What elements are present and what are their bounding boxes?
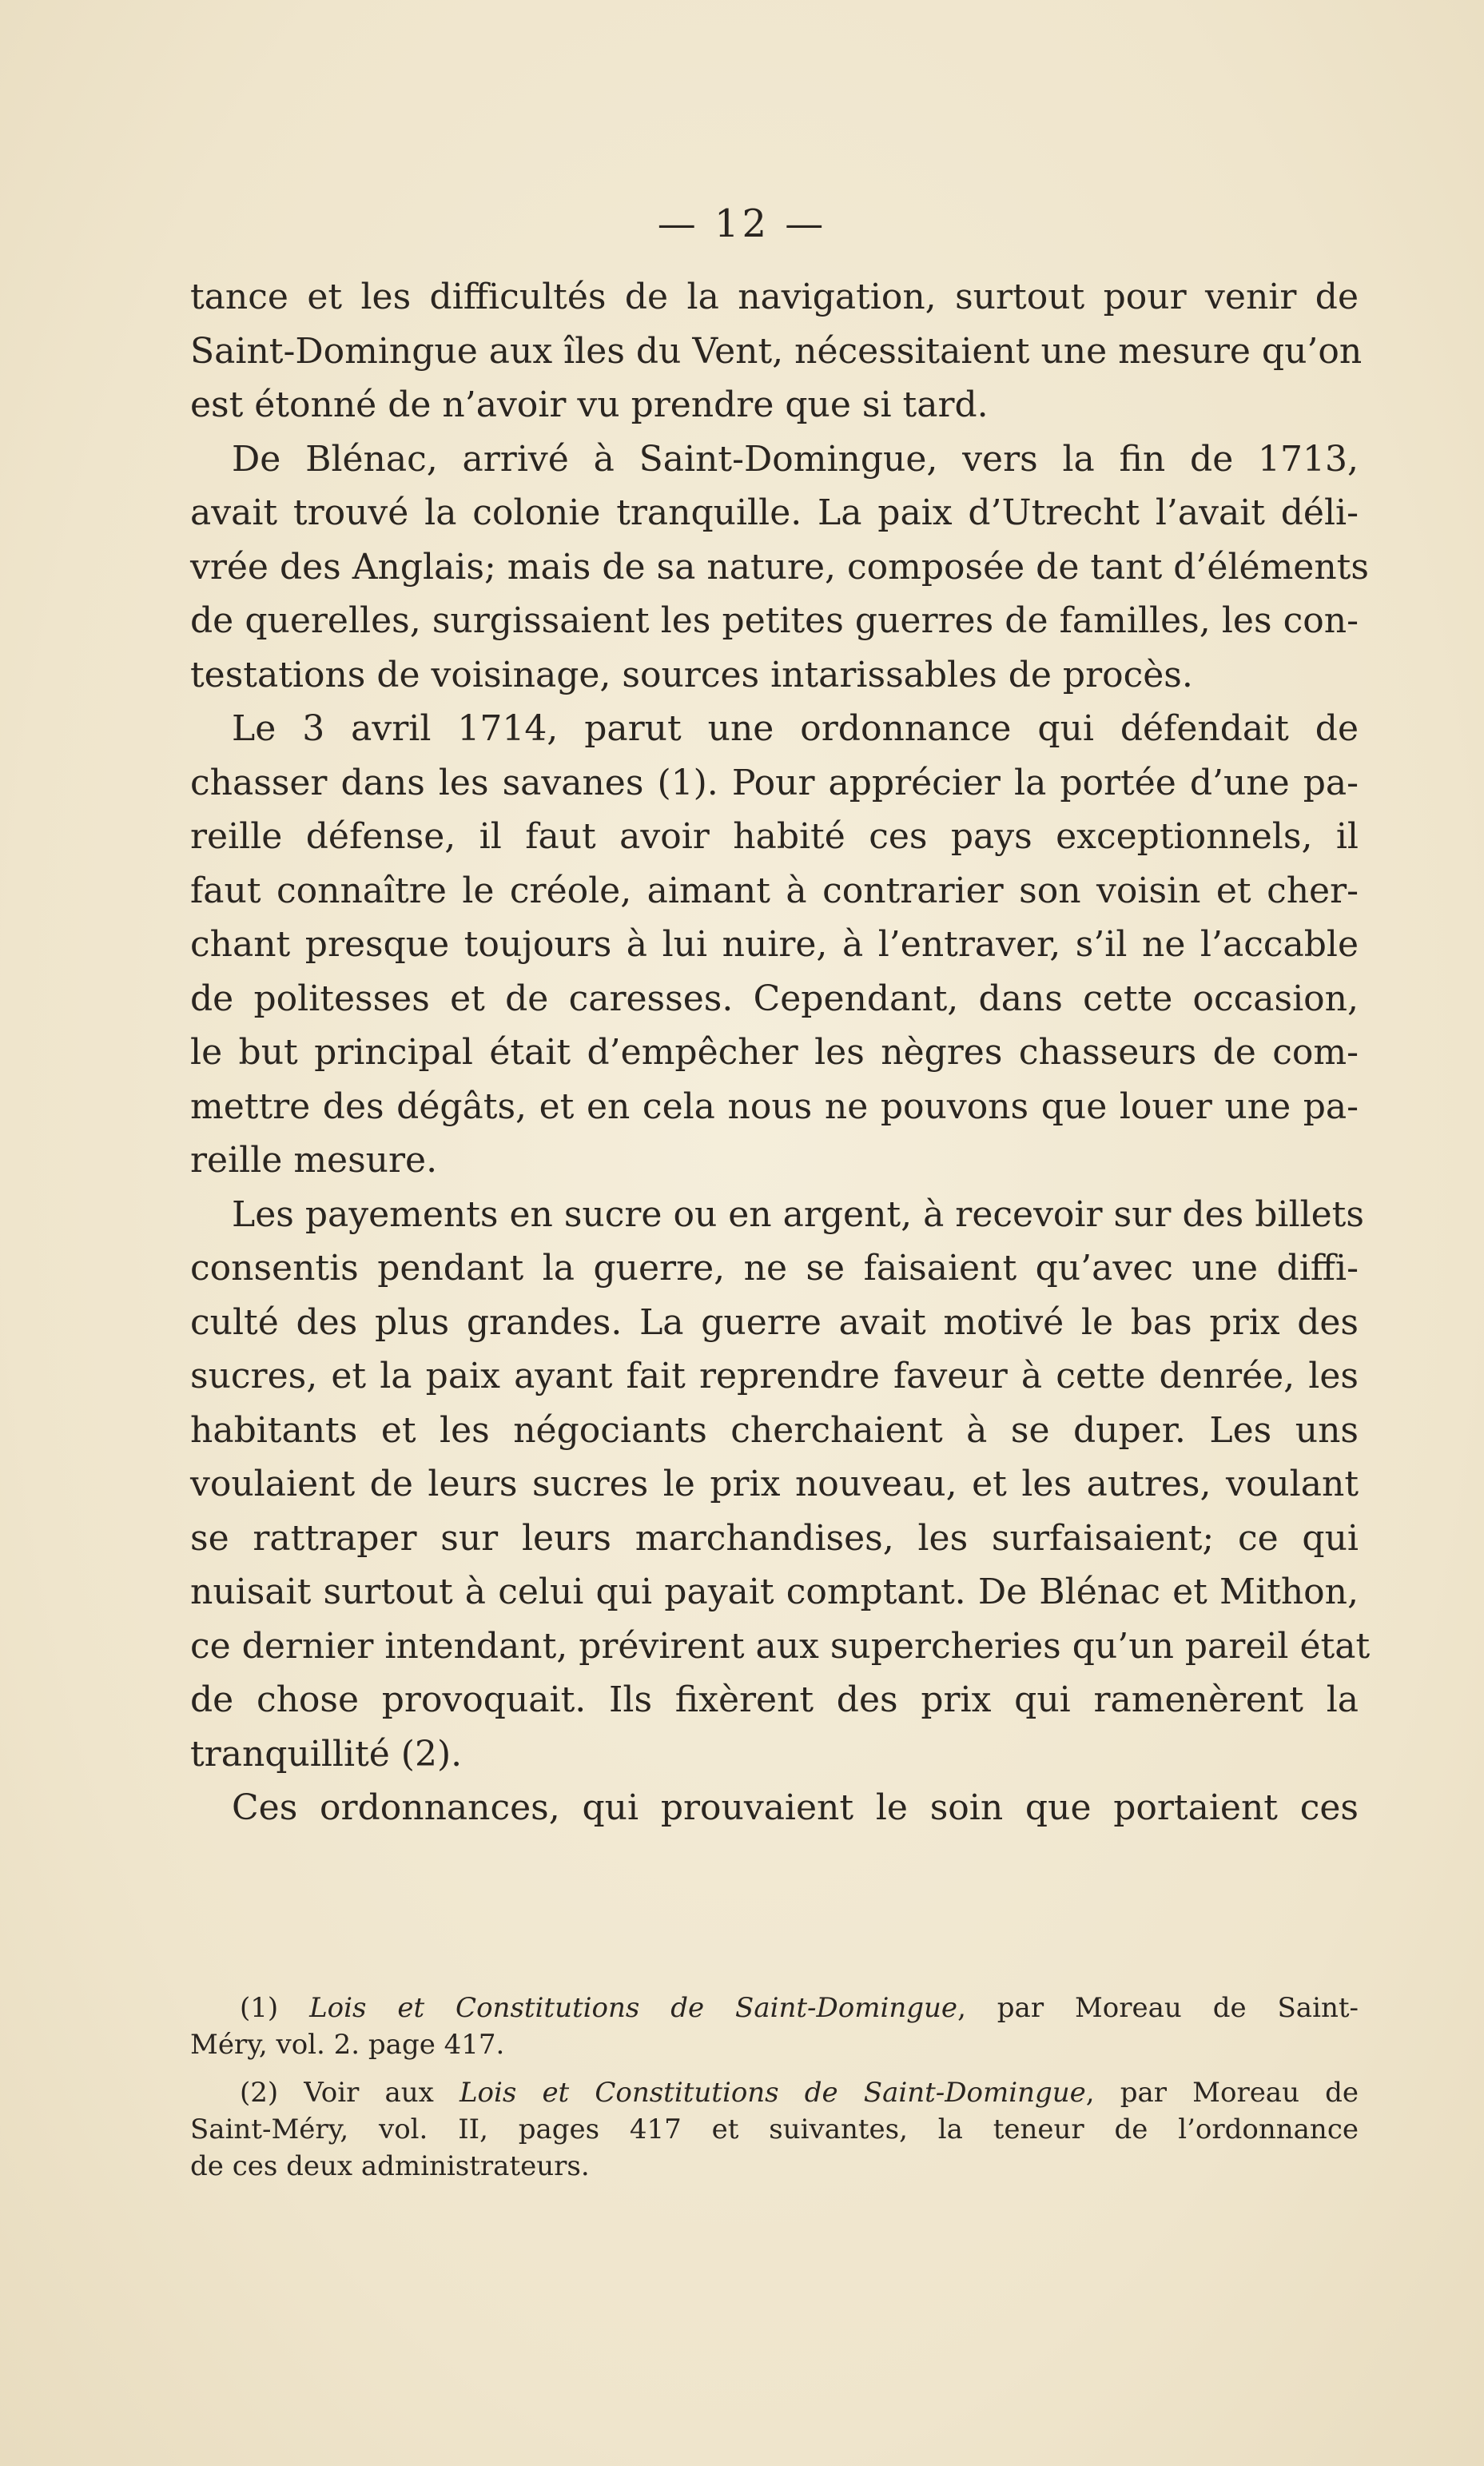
text-line: Ces ordonnances, qui prouvaient le soin que portaient ces (232, 1787, 1359, 1828)
text-line: voulaient de leurs sucres le prix nouveau, et les autres, voulant (190, 1464, 1359, 1504)
footnote-1 (190, 1990, 1359, 2026)
text-line: chant presque toujours à lui nuire, à l’entraver, s’il ne l’accable (190, 924, 1359, 965)
text-line: Les payements en sucre ou en argent, à recevoir sur des billets (232, 1193, 1364, 1235)
text-line: habitants et les négociants cherchaient à se duper. Les uns (190, 1409, 1359, 1451)
text-line: le but principal était d’empêcher les nègres chasseurs de com- (190, 1032, 1359, 1073)
text-line: culté des plus grandes. La guerre avait motivé le bas prix des (190, 1301, 1359, 1343)
text-line: nuisait surtout à celui qui payait comptant. De Blénac et Mithon, (190, 1572, 1359, 1612)
text-line: chasser dans les savanes (1). Pour apprécier la portée d’une pa- (190, 762, 1359, 803)
footnote-1-line-2: Méry, vol. 2. page 417. (190, 2029, 505, 2061)
footnote-2-prefix: (2) Voir aux (240, 2077, 460, 2109)
footnote-1-prefix: (1) (240, 1992, 310, 2024)
text-line: tance et les difficultés de la navigation, surtout pour venir de (190, 277, 1359, 317)
footnote-1-title: Lois et Constitutions de Saint-Domingue (309, 1992, 958, 2024)
text-line: de querelles, surgissaient les petites guerres de familles, les con- (190, 600, 1359, 641)
text-line: faut connaître le créole, aimant à contrarier son voisin et cher- (190, 870, 1359, 911)
footnote-2-rest: , par Moreau de (1085, 2077, 1359, 2109)
text-line: de politesses et de caresses. Cependant, dans cette occasion, (190, 978, 1359, 1019)
text-line: sucres, et la paix ayant fait reprendre faveur à cette denrée, les (190, 1356, 1359, 1396)
footnote-2 (190, 2074, 1359, 2111)
text-line: reille mesure. (190, 1140, 438, 1181)
text-line: avait trouvé la colonie tranquille. La paix d’Utrecht l’avait déli- (190, 492, 1359, 533)
text-line: se rattraper sur leurs marchandises, les surfaisaient; ce qui (190, 1517, 1359, 1559)
body-text (190, 270, 1371, 1835)
footnote-2-title: Lois et Constitutions de Saint-Domingue (459, 2077, 1086, 2109)
text-line: ce dernier intendant, prévirent aux supercheries qu’un pareil état (190, 1625, 1371, 1667)
footnote-2-line-3: de ces deux administrateurs. (190, 2150, 590, 2182)
text-line: tranquillité (2). (190, 1733, 463, 1775)
text-line: de chose provoquait. Ils fixèrent des prix qui ramenèrent la (190, 1679, 1359, 1720)
text-line: testations de voisinage, sources intarissables de procès. (190, 654, 1193, 695)
text-line: Le 3 avril 1714, parut une ordonnance qui défendait de (232, 708, 1359, 749)
footnote-2-line-2: Saint-Méry, vol. II, pages 417 et suivantes, la teneur de l’ordonnance (190, 2113, 1359, 2145)
text-line: reille défense, il faut avoir habité ces pays exceptionnels, il (190, 816, 1359, 857)
page-number: — 12 — (657, 201, 827, 246)
text-line: consentis pendant la guerre, ne se faisaient qu’avec une diffi- (190, 1248, 1359, 1289)
text-line: mettre des dégâts, et en cela nous ne pouvons que louer une pa- (190, 1086, 1359, 1127)
footnote-1-rest: , par Moreau de Saint- (957, 1992, 1359, 2024)
text-line: vrée des Anglais; mais de sa nature, composée de tant d’éléments (190, 546, 1369, 588)
text-line: est étonné de n’avoir vu prendre que si tard. (190, 384, 989, 425)
footnotes (190, 1990, 1359, 2185)
text-line: De Blénac, arrivé à Saint-Domingue, vers la fin de 1713, (232, 438, 1359, 480)
text-line: Saint-Domingue aux îles du Vent, nécessitaient une mesure qu’on (190, 330, 1363, 372)
